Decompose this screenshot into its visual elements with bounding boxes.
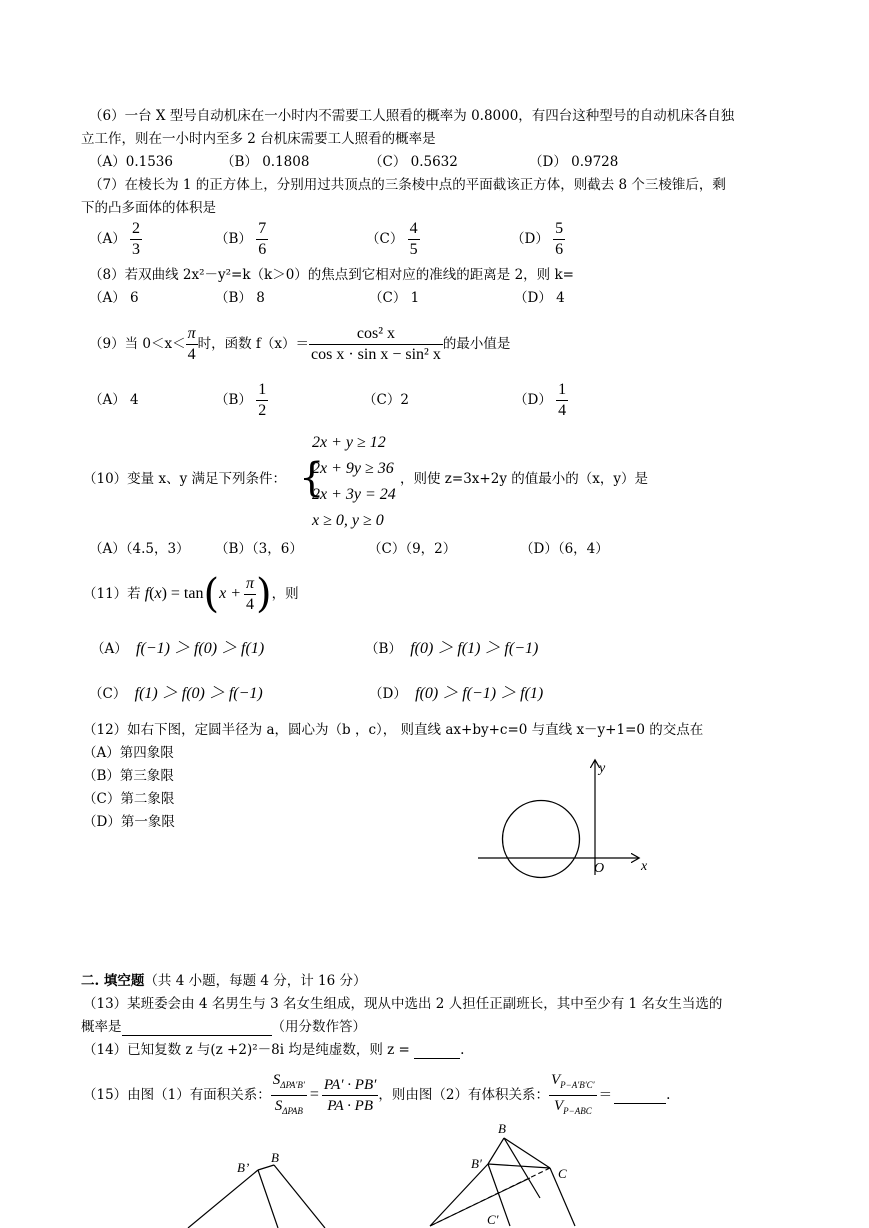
q8-option-c: （C） 1 <box>369 290 420 306</box>
numerator <box>549 1070 597 1095</box>
q12-stem: （12）如右下图，定圆半径为 a，圆心为（b ，c）， 则直线 ax+by+c=0 与直线 x－y+1=0 的交点在 <box>83 722 704 738</box>
numerator <box>271 1070 307 1095</box>
symbol-s: S <box>272 1071 281 1088</box>
edge <box>430 1164 488 1226</box>
q12-circle-diagram <box>470 755 670 885</box>
numerator: 5 <box>555 220 564 237</box>
q11-option-a-expr: f(−1) ＞ f(0) ＞ f(1) <box>136 640 265 657</box>
numerator: π <box>187 324 196 342</box>
q9-option-c: （C）2 <box>363 392 409 408</box>
q10-left-brace: { <box>299 455 325 501</box>
origin-label: O <box>594 861 605 876</box>
q11-stem <box>83 570 299 618</box>
label-c: C <box>558 1166 567 1181</box>
q7-option-a-fraction <box>130 219 142 260</box>
q9-option-d-label: （D） <box>514 392 552 408</box>
denominator: 2 <box>258 402 267 419</box>
denominator: 6 <box>258 241 267 258</box>
q7-option-a-label: （A） <box>89 231 126 247</box>
q6-option-d: （D） 0.9728 <box>529 154 619 170</box>
label-b-prime: B′ <box>471 1156 482 1171</box>
q8-stem: （8）若双曲线 2x²－y²=k（k＞0）的焦点到它相对应的准线的距离是 2，则 k= <box>89 267 574 283</box>
q9-option-b <box>215 380 268 421</box>
q11-option-c-label: （C） <box>89 686 127 702</box>
q11-option-d-expr: f(0) ＞ f(−1) ＞ f(1) <box>415 685 544 702</box>
q7-option-c <box>366 219 420 260</box>
q7-option-a <box>89 219 142 260</box>
numerator: PA′ · PB′ <box>323 1076 377 1093</box>
q7-option-d-label: （D） <box>511 231 549 247</box>
subscript: ΔPA′B′ <box>280 1079 305 1090</box>
numerator: 1 <box>558 381 567 398</box>
edge <box>258 1170 278 1228</box>
q9-option-b-label: （B） <box>215 392 252 408</box>
q7-option-d-fraction <box>553 219 565 260</box>
q15-volume-ratio <box>549 1070 597 1121</box>
q10-option-a: （A）（4.5，3） <box>89 541 190 557</box>
circle <box>503 801 580 878</box>
q13-stem-line1: （13）某班委会由 4 名男生与 3 名女生组成，现从中选出 2 人担任正副班长，其中至少有 1 名女生当选的 <box>83 996 723 1012</box>
q14-stem <box>83 1041 464 1059</box>
edge <box>504 1138 550 1168</box>
q12-option-b: （B）第三象限 <box>83 768 174 784</box>
q11-option-d <box>369 685 543 703</box>
q15-figure-2 <box>410 1118 600 1228</box>
numerator: 1 <box>258 381 267 398</box>
numerator: π <box>246 574 255 592</box>
q10-option-b: （B）（3，6） <box>215 541 303 557</box>
q11-fx: f(x) = tan <box>144 585 204 602</box>
q7-stem-line2: 下的凸多面体的体积是 <box>81 200 216 216</box>
denominator: 3 <box>132 241 141 258</box>
numerator: 7 <box>258 220 267 237</box>
q12-option-a: （A）第四象限 <box>83 745 174 761</box>
q12-option-c: （C）第二象限 <box>83 791 175 807</box>
q8-option-a: （A） 6 <box>89 290 139 306</box>
edge <box>274 1165 325 1228</box>
denominator: 6 <box>555 241 564 258</box>
q7-option-b-label: （B） <box>215 231 252 247</box>
q7-option-c-label: （C） <box>366 231 404 247</box>
subscript: P−ABC <box>563 1105 592 1116</box>
denominator <box>549 1095 597 1121</box>
q15-equals: = <box>309 1086 319 1103</box>
y-axis-label: y <box>599 761 606 776</box>
q9-function-fraction <box>309 324 443 365</box>
q13-prefix: 概率是 <box>81 1019 122 1035</box>
q9-option-b-fraction <box>256 380 268 421</box>
q9-suffix: 的最小值是 <box>442 336 511 352</box>
q15-stem <box>83 1070 670 1120</box>
section-2-heading <box>81 972 367 990</box>
q11-option-d-label: （D） <box>369 686 407 702</box>
q13-stem-line2 <box>81 1018 366 1036</box>
label-b: B <box>271 1150 279 1165</box>
q11-prefix: （11）若 <box>83 586 141 602</box>
section-2-title: 二. 填空题 <box>81 973 145 989</box>
label-b-prime: B’ <box>237 1160 250 1175</box>
x-axis-label: x <box>641 859 648 874</box>
symbol-v: V <box>553 1097 564 1114</box>
edge <box>258 1165 274 1170</box>
numerator: cos² x <box>356 324 395 342</box>
q10-conditions <box>312 430 396 534</box>
q8-option-b: （B） 8 <box>215 290 265 306</box>
q14-prefix: （14）已知复数 z 与(z +2)²－8i 均是纯虚数，则 z = <box>83 1042 410 1058</box>
q11-option-c <box>89 685 263 703</box>
edge <box>430 1178 530 1226</box>
label-b: B <box>498 1121 506 1136</box>
q7-option-c-fraction <box>408 219 420 260</box>
q15-middle: ，则由图（2）有体积关系： <box>378 1087 549 1103</box>
q9-pi-over-4 <box>186 324 198 365</box>
q10-prefix: （10）变量 x、y 满足下列条件： <box>83 471 287 487</box>
q11-right-paren: ) <box>256 571 272 617</box>
q7-option-d <box>511 219 565 260</box>
denominator: cos x · sin x − sin² x <box>311 345 441 363</box>
denominator: 4 <box>244 594 256 615</box>
q15-answer-blank[interactable] <box>614 1087 666 1104</box>
q11-option-a <box>91 640 264 658</box>
q11-option-b-expr: f(0) ＞ f(1) ＞ f(−1) <box>410 640 539 657</box>
denominator: PA · PB <box>322 1095 379 1116</box>
q9-stem <box>89 322 510 366</box>
q9-option-d-fraction <box>556 380 568 421</box>
numerator: 2 <box>132 220 141 237</box>
symbol-s: S <box>274 1097 283 1114</box>
q6-option-c: （C） 0.5632 <box>369 154 458 170</box>
q6-stem-line2: 立工作，则在一小时内至多 2 台机床需要工人照看的概率是 <box>81 131 436 147</box>
denominator: 4 <box>186 344 198 365</box>
edge <box>488 1138 504 1164</box>
q11-left-paren: ( <box>203 571 220 617</box>
edge <box>504 1138 540 1198</box>
q15-area-ratio-right <box>322 1075 379 1116</box>
q6-option-a: （A）0.1536 <box>89 154 173 170</box>
q9-prefix: （9）当 0＜x＜ <box>89 336 186 352</box>
q15-area-ratio-left <box>271 1070 307 1121</box>
subscript: ΔPAB <box>282 1105 303 1116</box>
q6-option-b: （B） 0.1808 <box>221 154 310 170</box>
q9-option-a: （A） 4 <box>89 392 139 408</box>
q8-option-d: （D） 4 <box>514 290 565 306</box>
denominator <box>271 1095 307 1121</box>
q15-equals-2: ＝ <box>598 1087 613 1103</box>
q10-suffix: ，则使 z=3x+2y 的值最小的（x，y）是 <box>400 471 648 487</box>
q10-condition-1: 2x + y ≥ 12 <box>312 434 386 451</box>
q9-middle: 时，函数 f（x）＝ <box>197 336 310 352</box>
q15-suffix: . <box>666 1087 671 1103</box>
denominator: 5 <box>409 241 418 258</box>
denominator: 4 <box>558 402 567 419</box>
q10-option-c: （C）（9，2） <box>368 541 457 557</box>
section-2-note: （共 4 小题，每题 4 分，计 16 分） <box>144 973 367 989</box>
q15-prefix: （15）由图（1）有面积关系： <box>83 1087 271 1103</box>
q15-figure-1 <box>180 1145 340 1228</box>
q10-condition-4: x ≥ 0, y ≥ 0 <box>312 512 384 529</box>
symbol-v: V <box>551 1071 561 1088</box>
numerator: 4 <box>409 220 418 237</box>
edge <box>488 1164 550 1168</box>
q11-inner: x + <box>219 585 241 602</box>
q13-answer-blank[interactable] <box>122 1021 272 1036</box>
q12-option-d: （D）第一象限 <box>83 814 175 830</box>
edge <box>188 1170 258 1228</box>
q6-stem-line1: （6）一台 X 型号自动机床在一小时内不需要工人照看的概率为 0.8000，有四台这种型号的自动机床各自独 <box>89 108 735 124</box>
q14-answer-blank[interactable] <box>414 1044 460 1059</box>
label-c-prime: C′ <box>487 1212 499 1227</box>
q11-option-b <box>365 640 538 658</box>
q13-suffix: （用分数作答） <box>271 1019 366 1035</box>
q10-condition-2: 2x + 9y ≥ 36 <box>312 460 394 477</box>
q11-pi-over-4 <box>244 574 256 615</box>
q7-option-b-fraction <box>256 219 268 260</box>
q9-option-d <box>514 380 568 421</box>
q11-option-b-label: （B） <box>365 641 402 657</box>
q10-option-d: （D）（6，4） <box>520 541 609 557</box>
subscript: P−A′B′C′ <box>560 1079 595 1090</box>
q11-option-c-expr: f(1) ＞ f(0) ＞ f(−1) <box>134 685 263 702</box>
q7-option-b <box>215 219 268 260</box>
q11-suffix: ，则 <box>271 586 299 602</box>
q11-option-a-label: （A） <box>91 641 128 657</box>
q7-stem-line1: （7）在棱长为 1 的正方体上，分别用过共顶点的三条棱中点的平面截该正方体，则截去 8 个三棱锥后，剩 <box>89 177 726 193</box>
q14-suffix: . <box>460 1042 465 1058</box>
q10-condition-3: 2x + 3y = 24 <box>312 486 396 503</box>
